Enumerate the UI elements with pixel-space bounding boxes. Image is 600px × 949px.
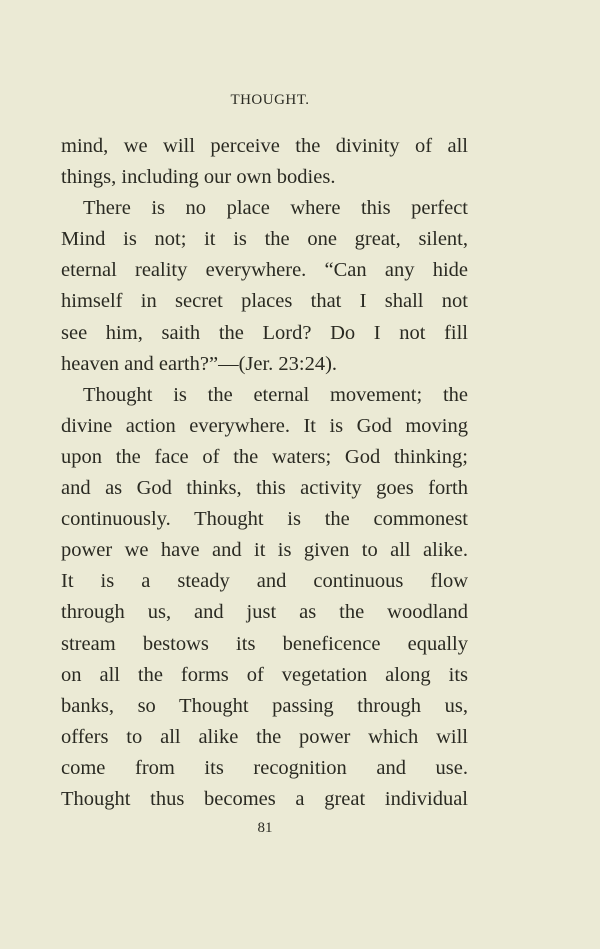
text-line: through us, and just as the woodland	[61, 601, 468, 624]
text-line: see him, saith the Lord? Do I not fill	[61, 321, 468, 344]
page-body-text	[61, 131, 468, 815]
page-number: 81	[257, 820, 273, 836]
text-line: and as God thinks, this activity goes forth	[61, 477, 468, 500]
text-line: continuously. Thought is the commonest	[61, 508, 468, 531]
text-line: It is a steady and continuous flow	[61, 570, 468, 593]
text-line: himself in secret places that I shall not	[61, 290, 468, 313]
text-line: There is no place where this perfect	[83, 197, 468, 220]
text-line: stream bestows its beneficence equally	[61, 632, 468, 655]
text-line: Thought thus becomes a great individual	[61, 787, 468, 810]
text-line: banks, so Thought passing through us,	[61, 694, 468, 717]
text-line: on all the forms of vegetation along its	[61, 663, 468, 686]
text-line: eternal reality everywhere. “Can any hide	[61, 259, 468, 282]
text-line: heaven and earth?”—(Jer. 23:24).	[61, 352, 338, 375]
text-line: power we have and it is given to all alike.	[61, 539, 468, 562]
text-line: come from its recognition and use.	[61, 756, 468, 779]
text-line: Mind is not; it is the one great, silent,	[61, 228, 468, 251]
text-line: Thought is the eternal movement; the	[83, 383, 468, 406]
text-line: mind, we will perceive the divinity of all	[61, 135, 468, 157]
text-line: upon the face of the waters; God thinking;	[61, 445, 468, 468]
text-line: divine action everywhere. It is God moving	[61, 414, 468, 437]
text-line: offers to all alike the power which will	[61, 725, 468, 748]
running-header: THOUGHT.	[230, 92, 310, 108]
text-line: things, including our own bodies.	[61, 166, 336, 189]
